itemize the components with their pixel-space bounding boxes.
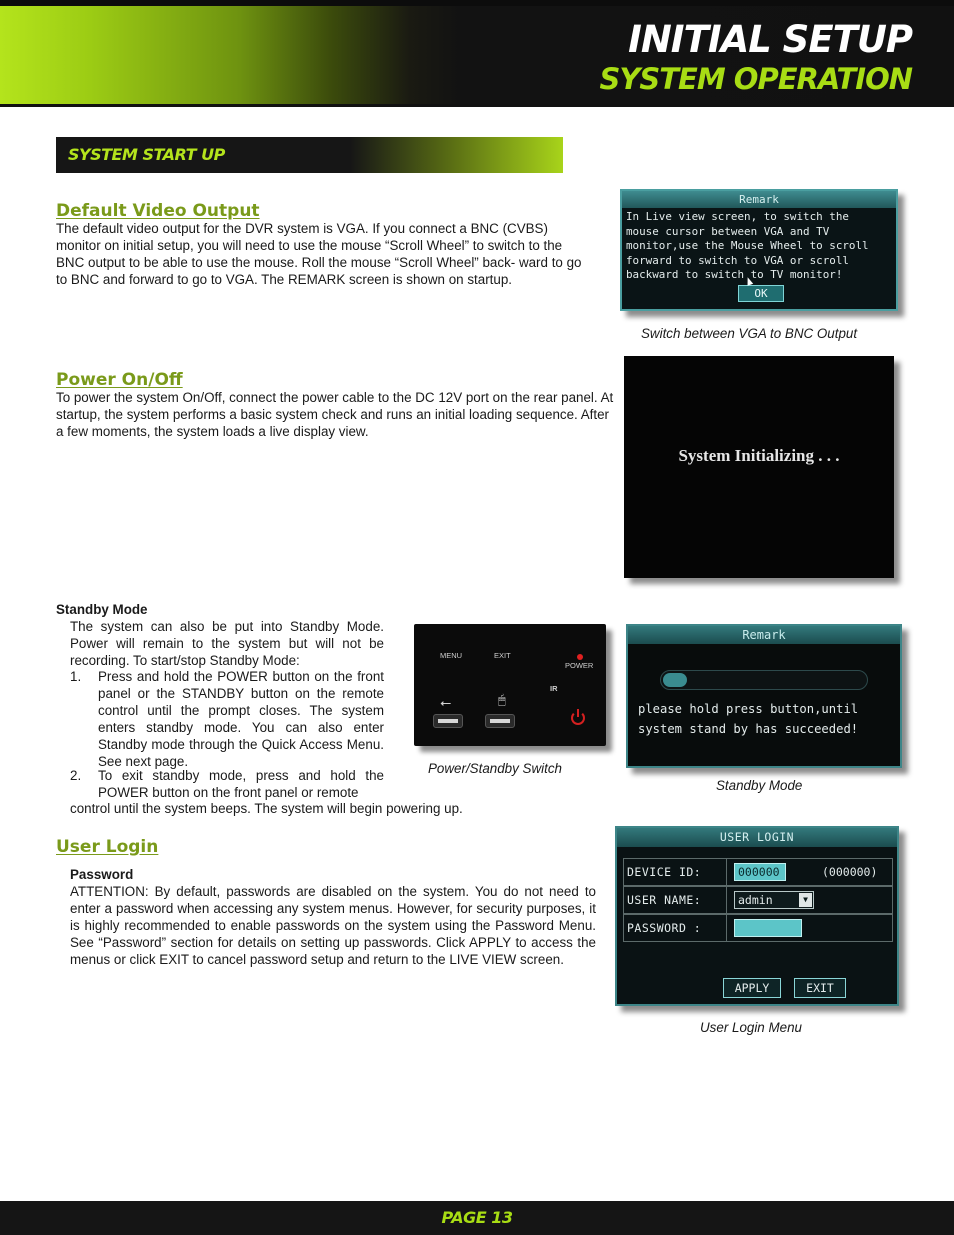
standby-step2-a: To exit standby mode, press and hold the POWER button on the front panel or remote xyxy=(98,768,384,800)
standby-remark-screen xyxy=(626,624,902,768)
row-divider xyxy=(726,915,727,941)
row-divider xyxy=(726,887,727,913)
ok-button[interactable]: OK xyxy=(738,285,784,302)
device-id-row xyxy=(623,858,893,886)
standby-remark-title-bar: Remark xyxy=(628,626,900,644)
user-login-heading: User Login xyxy=(56,837,159,857)
ir-label: IR xyxy=(550,684,558,693)
standby-progress-fill xyxy=(663,673,687,687)
initializing-text: System Initializing . . . xyxy=(678,446,840,465)
default-video-output-body: The default video output for the DVR system is VGA. If you connect a BNC (CVBS) monitor on initial setup, you will need to use the mouse “Scroll Wheel” to switch to the BNC output to be able to use the mouse. Roll the mouse “Scroll Wheel” back- ward to go to BNC and forward to go to VGA. The REMARK screen is shown on startup. xyxy=(56,221,582,287)
usb-port-2 xyxy=(485,714,515,728)
page-footer xyxy=(0,1201,954,1235)
front-panel-image xyxy=(414,624,606,746)
password-subheading: Password xyxy=(70,867,134,882)
user-name-label: USER NAME: xyxy=(627,893,702,907)
device-id-input[interactable]: 000000 xyxy=(734,863,786,881)
power-standby-caption: Power/Standby Switch xyxy=(428,761,562,776)
password-label: PASSWORD : xyxy=(627,921,702,935)
device-id-hint: (000000) xyxy=(822,865,878,879)
row-divider xyxy=(726,859,727,885)
user-name-row xyxy=(623,886,893,914)
standby-step1-number: 1. xyxy=(70,669,82,684)
power-body: To power the system On/Off, connect the power cable to the DC 12V port on the rear panel. At startup, the system performs a basic system check and runs an initial loading sequence. After a few moments, the system loads a live display view. xyxy=(56,390,614,439)
usb-port-1 xyxy=(433,714,463,728)
standby-remark-message: please hold press button,until system stand by has succeeded! xyxy=(638,702,859,736)
user-name-value: admin xyxy=(738,893,773,907)
system-initializing-screen xyxy=(624,356,894,578)
page-title: INITIAL SETUP xyxy=(628,18,912,61)
dropdown-arrow-icon[interactable]: ▼ xyxy=(799,893,812,907)
vga-bnc-caption: Switch between VGA to BNC Output xyxy=(641,326,858,341)
standby-progress-bar xyxy=(660,670,868,690)
standby-intro: The system can also be put into Standby Mode. Power will remain to the system but will not be recording. To start/stop Standby Mode: xyxy=(70,619,384,668)
device-id-label: DEVICE ID: xyxy=(627,865,702,879)
power-button-icon-stem xyxy=(577,709,579,717)
user-login-caption: User Login Menu xyxy=(700,1020,802,1035)
standby-step2-b: control until the system beeps. The system will begin powering up. xyxy=(70,801,463,816)
menu-button-label: MENU xyxy=(440,651,463,660)
user-login-screen xyxy=(615,826,899,1006)
page-number: PAGE 13 xyxy=(441,1208,513,1227)
remark-message: In Live view screen, to switch the mouse cursor between VGA and TV monitor,use the Mouse Wheel to scroll forward to switch to VGA or scroll backward to switch to TV monitor! xyxy=(626,210,869,282)
section-banner xyxy=(56,137,563,173)
power-label: POWER xyxy=(565,661,594,670)
remark-title-bar: Remark xyxy=(622,191,896,208)
password-input[interactable] xyxy=(734,919,802,937)
user-login-title-bar: USER LOGIN xyxy=(617,828,897,847)
user-name-select[interactable] xyxy=(734,891,814,909)
standby-step2-number: 2. xyxy=(70,768,82,783)
mouse-icon: 🖱 xyxy=(498,692,506,707)
power-led-icon xyxy=(577,654,583,660)
usb-icon: ⭠ xyxy=(440,694,452,710)
standby-heading: Standby Mode xyxy=(56,602,148,617)
apply-button[interactable]: APPLY xyxy=(723,978,781,998)
power-heading: Power On/Off xyxy=(56,370,183,390)
vga-bnc-remark-screen xyxy=(620,189,898,311)
password-row xyxy=(623,914,893,942)
exit-button[interactable]: EXIT xyxy=(794,978,846,998)
standby-mode-caption: Standby Mode xyxy=(716,778,803,793)
default-video-output-heading: Default Video Output xyxy=(56,201,260,221)
page-subtitle: SYSTEM OPERATION xyxy=(599,62,912,96)
user-login-body: ATTENTION: By default, passwords are disabled on the system. You do not need to enter a password when accessing any system menus. However, for security purposes, it is highly recommended to enable passwords on the system using the Password Menu. See “Password” section for details on setting up passwords. Click APPLY to access the menus or click EXIT to cancel password setup and return to the LIVE VIEW screen. xyxy=(70,884,596,967)
section-banner-label: SYSTEM START UP xyxy=(68,145,225,164)
page-header xyxy=(0,0,954,107)
exit-button-label: EXIT xyxy=(494,651,511,660)
standby-step1: Press and hold the POWER button on the front panel or the STANDBY button on the remote control until the prompt closes. The system enters standby mode. You can also enter Standby mode through the Quick Access Menu. See next page. xyxy=(98,669,384,769)
